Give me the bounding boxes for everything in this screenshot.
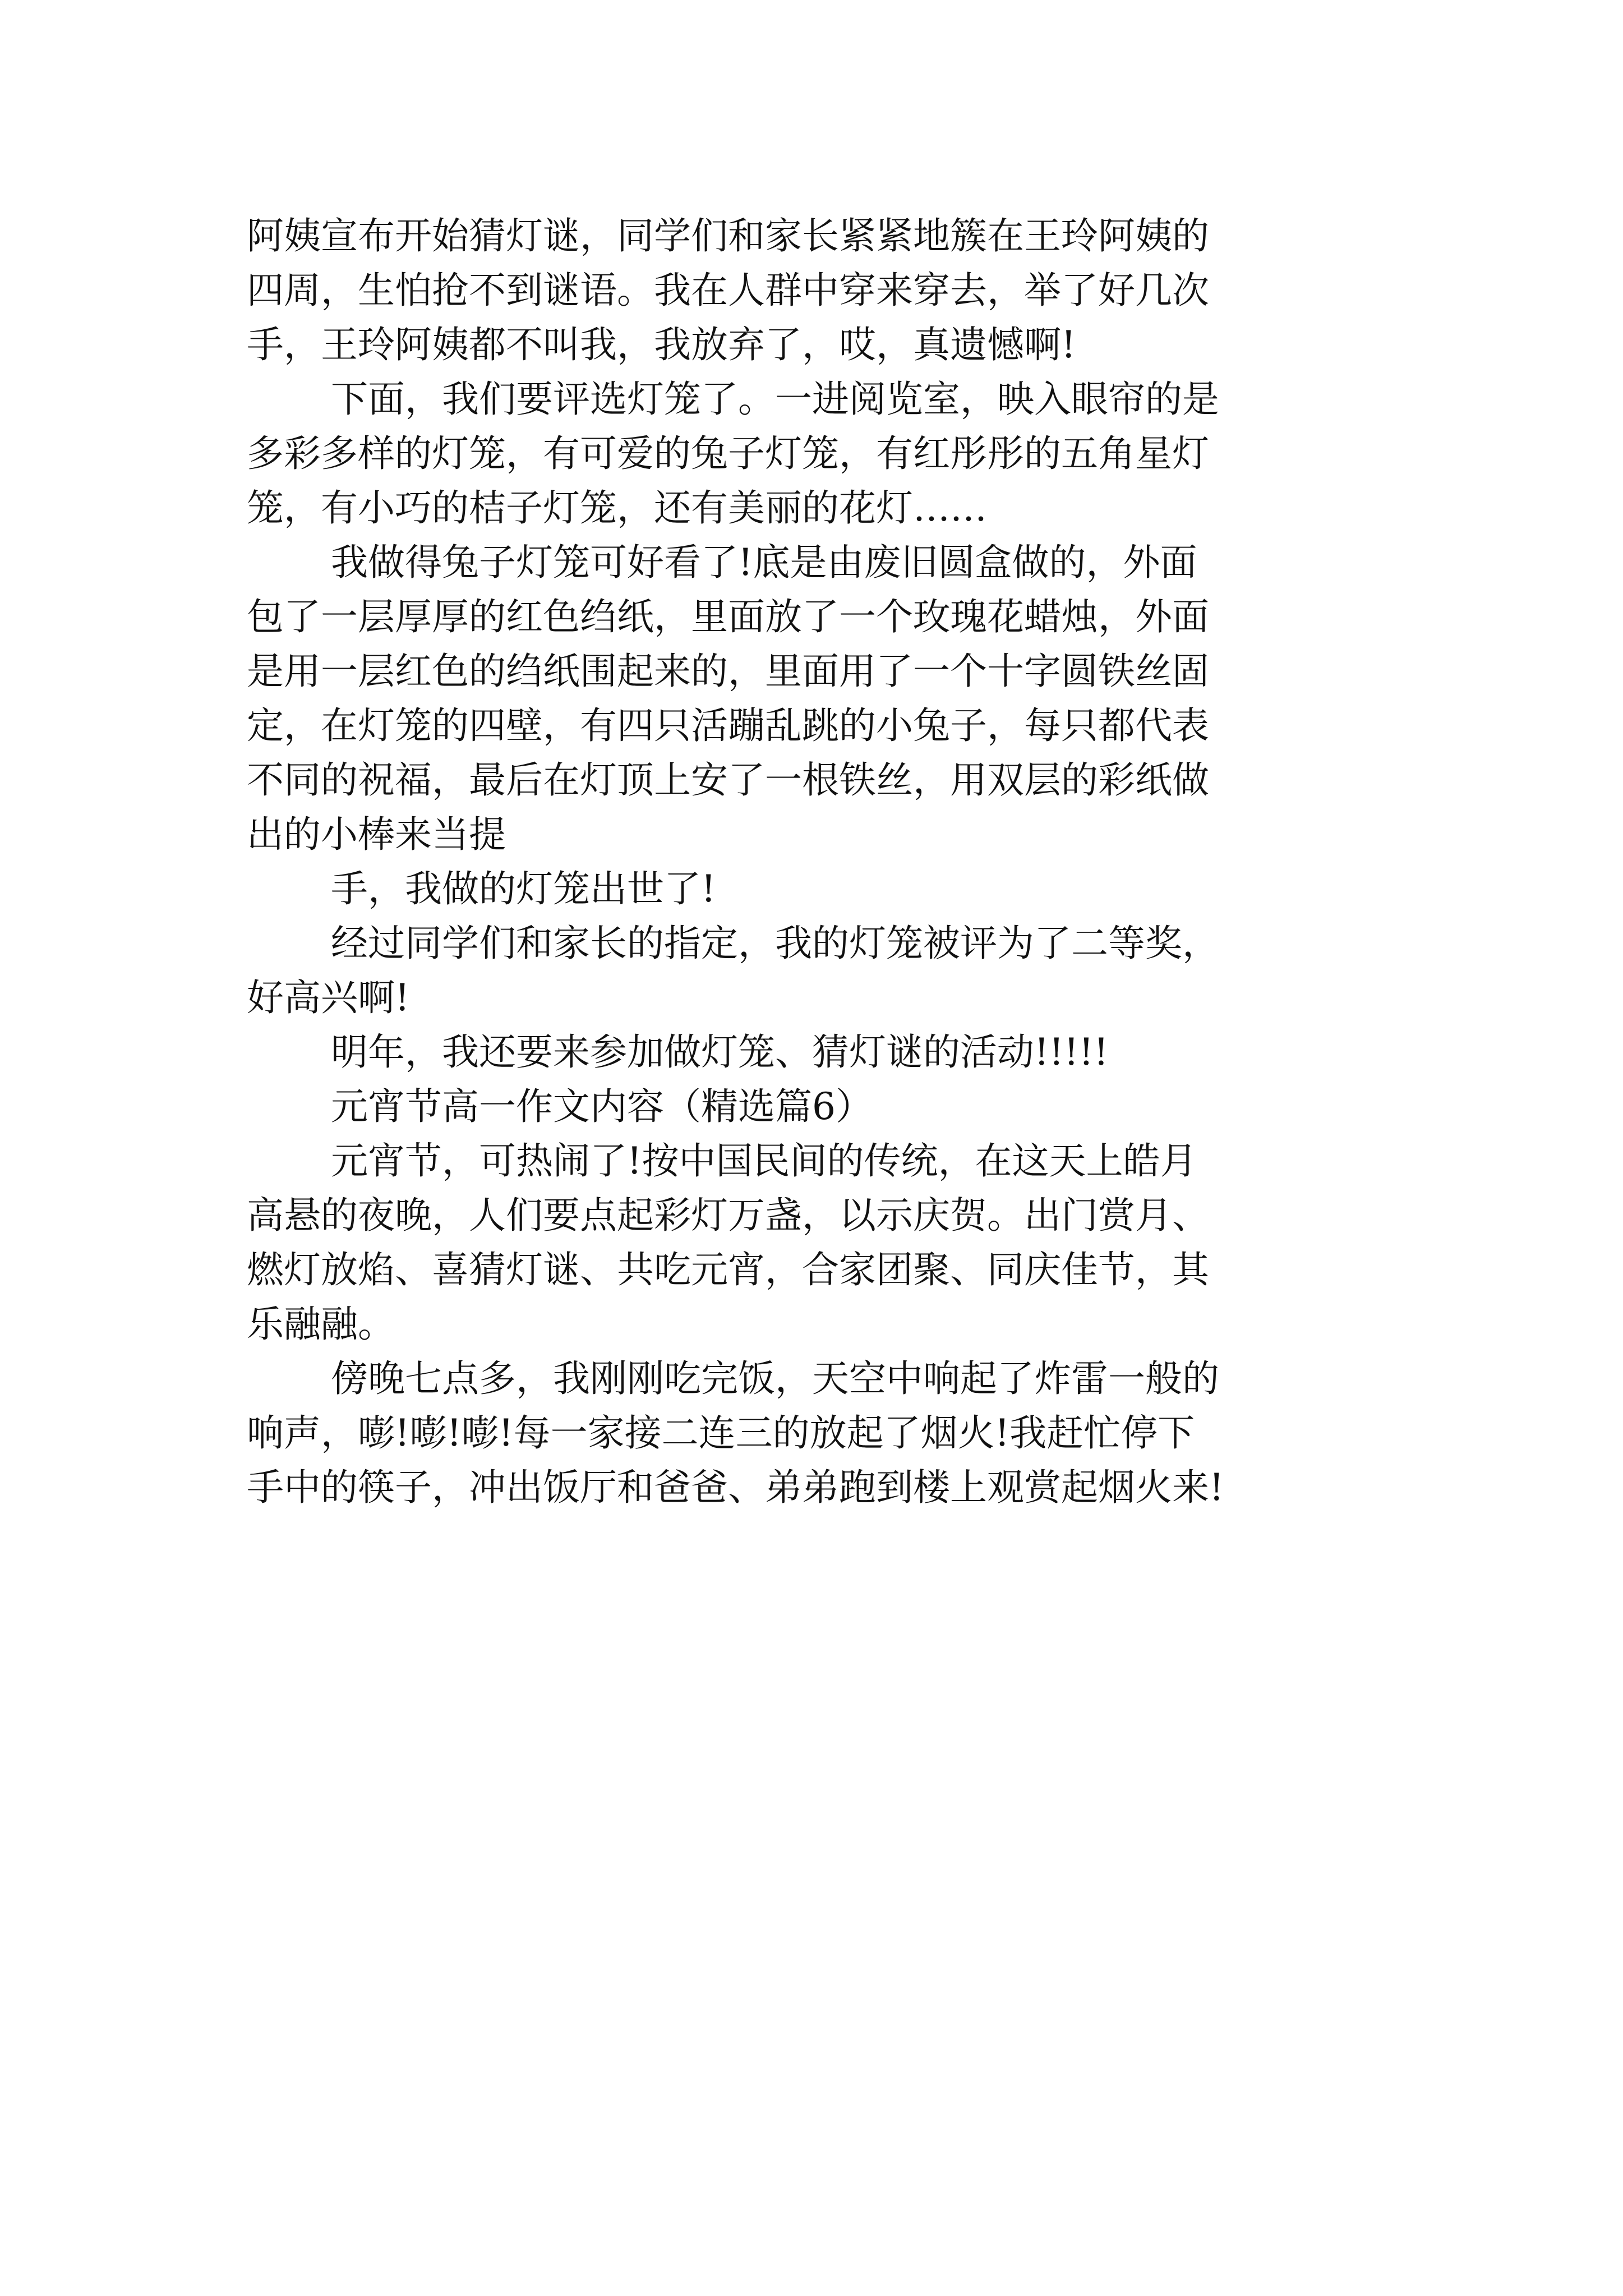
text-line: 傍晚七点多，我刚刚吃完饭，天空中响起了炸雷一般的 <box>331 1357 1219 1400</box>
text-line: 定，在灯笼的四壁，有四只活蹦乱跳的小兔子，每只都代表 <box>247 704 1209 747</box>
text-line: 下面，我们要评选灯笼了。一进阅览室，映入眼帘的是 <box>331 378 1219 421</box>
text-line: 燃灯放焰、喜猜灯谜、共吃元宵，合家团聚、同庆佳节，其 <box>247 1248 1209 1291</box>
paragraph-8 <box>247 1351 1391 1515</box>
text-line: 笼，有小巧的桔子灯笼，还有美丽的花灯…… <box>247 486 987 530</box>
paragraph-3 <box>247 535 1391 862</box>
text-line: 元宵节，可热闹了!按中国民间的传统，在这天上皓月 <box>331 1139 1197 1182</box>
text-line: 我做得兔子灯笼可好看了!底是由废旧圆盒做的，外面 <box>331 541 1197 584</box>
paragraph-7 <box>247 1134 1391 1351</box>
text-line: 手中的筷子，冲出饭厅和爸爸、弟弟跑到楼上观赏起烟火来! <box>247 1466 1224 1509</box>
text-line: 经过同学们和家长的指定，我的灯笼被评为了二等奖， <box>331 922 1219 965</box>
text-line: 多彩多样的灯笼，有可爱的兔子灯笼，有红彤彤的五角星灯 <box>247 432 1209 475</box>
text-line: 手，王玲阿姨都不叫我，我放弃了，哎，真遗憾啊! <box>247 323 1076 366</box>
text-line: 明年，我还要来参加做灯笼、猜灯谜的活动!!!!! <box>331 1030 1109 1074</box>
heading-line: 元宵节高一作文内容（精选篇6） <box>331 1085 873 1128</box>
text-line: 不同的祝福，最后在灯顶上安了一根铁丝，用双层的彩纸做 <box>247 758 1209 802</box>
text-line: 高悬的夜晚，人们要点起彩灯万盏，以示庆贺。出门赏月、 <box>247 1194 1209 1237</box>
text-line: 四周，生怕抢不到谜语。我在人群中穿来穿去，举了好几次 <box>247 269 1209 312</box>
document-body <box>247 209 1391 1515</box>
section-heading <box>247 1079 1391 1134</box>
text-line: 出的小棒来当提 <box>247 813 506 856</box>
text-line: 手，我做的灯笼出世了! <box>331 867 716 910</box>
text-line: 阿姨宣布开始猜灯谜，同学们和家长紧紧地簇在王玲阿姨的 <box>247 214 1209 257</box>
paragraph-6 <box>247 1025 1391 1079</box>
text-line: 乐融融。 <box>247 1303 395 1346</box>
paragraph-4 <box>247 862 1391 916</box>
text-line: 好高兴啊! <box>247 976 410 1019</box>
paragraph-2 <box>247 372 1391 535</box>
paragraph-1 <box>247 209 1391 372</box>
text-line: 响声，嘭!嘭!嘭!每一家接二连三的放起了烟火!我赶忙停下 <box>247 1411 1195 1455</box>
paragraph-5 <box>247 916 1391 1025</box>
text-line: 是用一层红色的绉纸围起来的，里面用了一个十字圆铁丝固 <box>247 650 1209 693</box>
text-line: 包了一层厚厚的红色绉纸，里面放了一个玫瑰花蜡烛，外面 <box>247 595 1209 638</box>
